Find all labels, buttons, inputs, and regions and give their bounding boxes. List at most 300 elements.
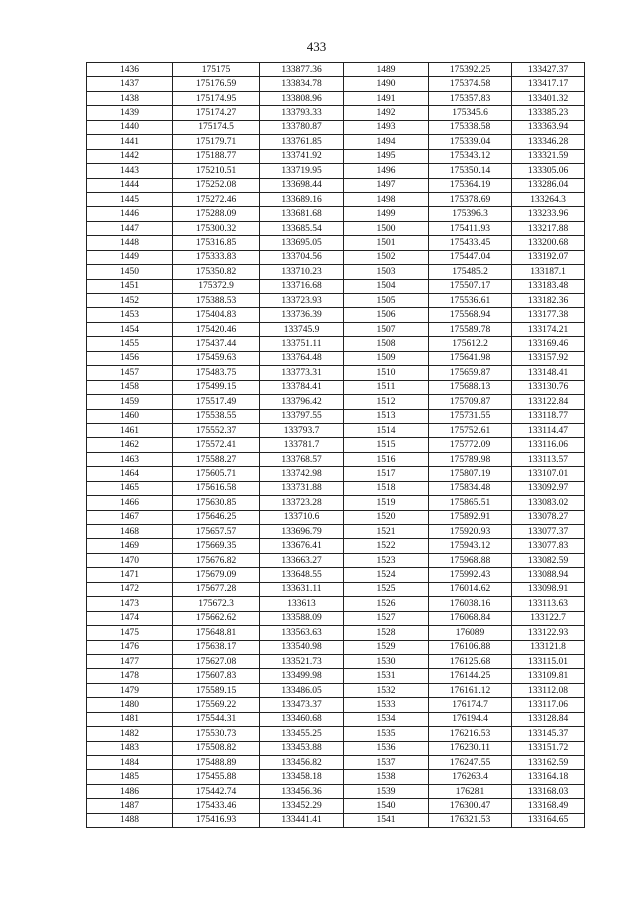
x-coordinate-cell: 175569.22 <box>173 698 260 712</box>
y-coordinate-cell: 133113.63 <box>512 597 585 611</box>
y-coordinate-cell: 133460.68 <box>260 712 344 726</box>
table-row <box>87 539 585 553</box>
point-number-cell: 1520 <box>344 510 429 524</box>
x-coordinate-cell: 175552.37 <box>173 423 260 437</box>
x-coordinate-cell: 175731.55 <box>429 409 512 423</box>
point-number-cell: 1539 <box>344 784 429 798</box>
table-row <box>87 654 585 668</box>
x-coordinate-cell: 175437.44 <box>173 337 260 351</box>
y-coordinate-cell: 133182.36 <box>512 294 585 308</box>
y-coordinate-cell: 133676.41 <box>260 539 344 553</box>
y-coordinate-cell: 133092.97 <box>512 481 585 495</box>
point-number-cell: 1514 <box>344 423 429 437</box>
table-row <box>87 611 585 625</box>
y-coordinate-cell: 133151.72 <box>512 741 585 755</box>
y-coordinate-cell: 133808.96 <box>260 91 344 105</box>
table-row <box>87 741 585 755</box>
x-coordinate-cell: 176216.53 <box>429 727 512 741</box>
x-coordinate-cell: 176106.88 <box>429 640 512 654</box>
point-number-cell: 1524 <box>344 568 429 582</box>
point-number-cell: 1521 <box>344 525 429 539</box>
y-coordinate-cell: 133118.77 <box>512 409 585 423</box>
y-coordinate-cell: 133681.68 <box>260 207 344 221</box>
x-coordinate-cell: 175672.3 <box>173 597 260 611</box>
y-coordinate-cell: 133441.41 <box>260 813 344 827</box>
y-coordinate-cell: 133696.79 <box>260 525 344 539</box>
x-coordinate-cell: 175648.81 <box>173 626 260 640</box>
y-coordinate-cell: 133305.06 <box>512 164 585 178</box>
y-coordinate-cell: 133192.07 <box>512 250 585 264</box>
table-row <box>87 510 585 524</box>
point-number-cell: 1486 <box>87 784 173 798</box>
y-coordinate-cell: 133174.21 <box>512 322 585 336</box>
point-number-cell: 1483 <box>87 741 173 755</box>
x-coordinate-cell: 175175 <box>173 63 260 77</box>
y-coordinate-cell: 133115.01 <box>512 654 585 668</box>
point-number-cell: 1489 <box>344 63 429 77</box>
point-number-cell: 1460 <box>87 409 173 423</box>
x-coordinate-cell: 175300.32 <box>173 221 260 235</box>
point-number-cell: 1440 <box>87 120 173 134</box>
point-number-cell: 1445 <box>87 192 173 206</box>
table-row <box>87 294 585 308</box>
y-coordinate-cell: 133797.55 <box>260 409 344 423</box>
y-coordinate-cell: 133077.83 <box>512 539 585 553</box>
y-coordinate-cell: 133346.28 <box>512 135 585 149</box>
x-coordinate-cell: 175288.09 <box>173 207 260 221</box>
table-row <box>87 712 585 726</box>
x-coordinate-cell: 176300.47 <box>429 799 512 813</box>
table-row <box>87 467 585 481</box>
y-coordinate-cell: 133200.68 <box>512 236 585 250</box>
point-number-cell: 1468 <box>87 525 173 539</box>
y-coordinate-cell: 133286.04 <box>512 178 585 192</box>
x-coordinate-cell: 175709.87 <box>429 395 512 409</box>
point-number-cell: 1458 <box>87 380 173 394</box>
x-coordinate-cell: 175605.71 <box>173 467 260 481</box>
table-row <box>87 553 585 567</box>
table-row <box>87 582 585 596</box>
point-number-cell: 1438 <box>87 91 173 105</box>
table-row <box>87 669 585 683</box>
x-coordinate-cell: 175630.85 <box>173 496 260 510</box>
table-row <box>87 207 585 221</box>
y-coordinate-cell: 133113.57 <box>512 452 585 466</box>
y-coordinate-cell: 133122.7 <box>512 611 585 625</box>
y-coordinate-cell: 133117.06 <box>512 698 585 712</box>
y-coordinate-cell: 133098.91 <box>512 582 585 596</box>
point-number-cell: 1512 <box>344 395 429 409</box>
y-coordinate-cell: 133588.09 <box>260 611 344 625</box>
point-number-cell: 1481 <box>87 712 173 726</box>
x-coordinate-cell: 175677.28 <box>173 582 260 596</box>
y-coordinate-cell: 133217.88 <box>512 221 585 235</box>
y-coordinate-cell: 133698.44 <box>260 178 344 192</box>
y-coordinate-cell: 133486.05 <box>260 683 344 697</box>
point-number-cell: 1451 <box>87 279 173 293</box>
y-coordinate-cell: 133723.93 <box>260 294 344 308</box>
x-coordinate-cell: 175507.17 <box>429 279 512 293</box>
y-coordinate-cell: 133741.92 <box>260 149 344 163</box>
point-number-cell: 1490 <box>344 77 429 91</box>
x-coordinate-cell: 175433.45 <box>429 236 512 250</box>
point-number-cell: 1530 <box>344 654 429 668</box>
y-coordinate-cell: 133784.41 <box>260 380 344 394</box>
point-number-cell: 1444 <box>87 178 173 192</box>
point-number-cell: 1470 <box>87 553 173 567</box>
y-coordinate-cell: 133780.87 <box>260 120 344 134</box>
table-row <box>87 423 585 437</box>
point-number-cell: 1491 <box>344 91 429 105</box>
y-coordinate-cell: 133742.98 <box>260 467 344 481</box>
point-number-cell: 1513 <box>344 409 429 423</box>
x-coordinate-cell: 175433.46 <box>173 799 260 813</box>
table-row <box>87 221 585 235</box>
y-coordinate-cell: 133122.84 <box>512 395 585 409</box>
x-coordinate-cell: 176194.4 <box>429 712 512 726</box>
point-number-cell: 1532 <box>344 683 429 697</box>
point-number-cell: 1477 <box>87 654 173 668</box>
x-coordinate-cell: 175350.82 <box>173 265 260 279</box>
x-coordinate-cell: 175364.19 <box>429 178 512 192</box>
y-coordinate-cell: 133793.33 <box>260 106 344 120</box>
x-coordinate-cell: 176230.11 <box>429 741 512 755</box>
point-number-cell: 1462 <box>87 438 173 452</box>
point-number-cell: 1488 <box>87 813 173 827</box>
y-coordinate-cell: 133704.56 <box>260 250 344 264</box>
y-coordinate-cell: 133164.65 <box>512 813 585 827</box>
x-coordinate-cell: 175459.63 <box>173 351 260 365</box>
point-number-cell: 1515 <box>344 438 429 452</box>
point-number-cell: 1519 <box>344 496 429 510</box>
y-coordinate-cell: 133710.6 <box>260 510 344 524</box>
x-coordinate-cell: 175616.58 <box>173 481 260 495</box>
point-number-cell: 1494 <box>344 135 429 149</box>
table-row <box>87 120 585 134</box>
point-number-cell: 1495 <box>344 149 429 163</box>
y-coordinate-cell: 133121.8 <box>512 640 585 654</box>
point-number-cell: 1484 <box>87 756 173 770</box>
x-coordinate-cell: 175404.83 <box>173 308 260 322</box>
y-coordinate-cell: 133751.11 <box>260 337 344 351</box>
table-row <box>87 322 585 336</box>
x-coordinate-cell: 175688.13 <box>429 380 512 394</box>
x-coordinate-cell: 176321.53 <box>429 813 512 827</box>
point-number-cell: 1537 <box>344 756 429 770</box>
point-number-cell: 1452 <box>87 294 173 308</box>
x-coordinate-cell: 175316.85 <box>173 236 260 250</box>
table-row <box>87 784 585 798</box>
x-coordinate-cell: 175538.55 <box>173 409 260 423</box>
table-row <box>87 265 585 279</box>
y-coordinate-cell: 133499.98 <box>260 669 344 683</box>
point-number-cell: 1538 <box>344 770 429 784</box>
point-number-cell: 1482 <box>87 727 173 741</box>
x-coordinate-cell: 175174.27 <box>173 106 260 120</box>
x-coordinate-cell: 175679.09 <box>173 568 260 582</box>
x-coordinate-cell: 175174.5 <box>173 120 260 134</box>
x-coordinate-cell: 176281 <box>429 784 512 798</box>
y-coordinate-cell: 133731.88 <box>260 481 344 495</box>
y-coordinate-cell: 133719.95 <box>260 164 344 178</box>
x-coordinate-cell: 176263.4 <box>429 770 512 784</box>
y-coordinate-cell: 133877.36 <box>260 63 344 77</box>
y-coordinate-cell: 133169.46 <box>512 337 585 351</box>
point-number-cell: 1478 <box>87 669 173 683</box>
table-row <box>87 192 585 206</box>
y-coordinate-cell: 133145.37 <box>512 727 585 741</box>
x-coordinate-cell: 175357.83 <box>429 91 512 105</box>
y-coordinate-cell: 133168.49 <box>512 799 585 813</box>
y-coordinate-cell: 133264.3 <box>512 192 585 206</box>
table-row <box>87 756 585 770</box>
y-coordinate-cell: 133540.98 <box>260 640 344 654</box>
x-coordinate-cell: 175612.2 <box>429 337 512 351</box>
x-coordinate-cell: 175920.93 <box>429 525 512 539</box>
point-number-cell: 1536 <box>344 741 429 755</box>
y-coordinate-cell: 133116.06 <box>512 438 585 452</box>
point-number-cell: 1506 <box>344 308 429 322</box>
x-coordinate-cell: 176125.68 <box>429 654 512 668</box>
point-number-cell: 1493 <box>344 120 429 134</box>
x-coordinate-cell: 176174.7 <box>429 698 512 712</box>
point-number-cell: 1523 <box>344 553 429 567</box>
y-coordinate-cell: 133710.23 <box>260 265 344 279</box>
point-number-cell: 1487 <box>87 799 173 813</box>
y-coordinate-cell: 133417.17 <box>512 77 585 91</box>
coordinates-table-body <box>87 63 585 828</box>
table-row <box>87 135 585 149</box>
coordinates-table <box>86 62 585 828</box>
y-coordinate-cell: 133648.55 <box>260 568 344 582</box>
x-coordinate-cell: 175638.17 <box>173 640 260 654</box>
x-coordinate-cell: 175589.15 <box>173 683 260 697</box>
y-coordinate-cell: 133761.85 <box>260 135 344 149</box>
x-coordinate-cell: 175568.94 <box>429 308 512 322</box>
table-row <box>87 698 585 712</box>
y-coordinate-cell: 133685.54 <box>260 221 344 235</box>
point-number-cell: 1450 <box>87 265 173 279</box>
point-number-cell: 1497 <box>344 178 429 192</box>
y-coordinate-cell: 133427.37 <box>512 63 585 77</box>
x-coordinate-cell: 175530.73 <box>173 727 260 741</box>
point-number-cell: 1501 <box>344 236 429 250</box>
table-row <box>87 149 585 163</box>
point-number-cell: 1503 <box>344 265 429 279</box>
point-number-cell: 1507 <box>344 322 429 336</box>
table-row <box>87 770 585 784</box>
x-coordinate-cell: 175752.61 <box>429 423 512 437</box>
point-number-cell: 1436 <box>87 63 173 77</box>
x-coordinate-cell: 175252.08 <box>173 178 260 192</box>
x-coordinate-cell: 175210.51 <box>173 164 260 178</box>
table-row <box>87 626 585 640</box>
x-coordinate-cell: 175662.62 <box>173 611 260 625</box>
x-coordinate-cell: 175442.74 <box>173 784 260 798</box>
point-number-cell: 1500 <box>344 221 429 235</box>
x-coordinate-cell: 176161.12 <box>429 683 512 697</box>
x-coordinate-cell: 176014.62 <box>429 582 512 596</box>
y-coordinate-cell: 133088.94 <box>512 568 585 582</box>
y-coordinate-cell: 133321.59 <box>512 149 585 163</box>
table-row <box>87 395 585 409</box>
point-number-cell: 1526 <box>344 597 429 611</box>
table-row <box>87 452 585 466</box>
point-number-cell: 1469 <box>87 539 173 553</box>
y-coordinate-cell: 133078.27 <box>512 510 585 524</box>
table-row <box>87 481 585 495</box>
y-coordinate-cell: 133736.39 <box>260 308 344 322</box>
y-coordinate-cell: 133781.7 <box>260 438 344 452</box>
y-coordinate-cell: 133796.42 <box>260 395 344 409</box>
x-coordinate-cell: 175992.43 <box>429 568 512 582</box>
x-coordinate-cell: 176144.25 <box>429 669 512 683</box>
x-coordinate-cell: 175789.98 <box>429 452 512 466</box>
y-coordinate-cell: 133128.84 <box>512 712 585 726</box>
x-coordinate-cell: 175378.69 <box>429 192 512 206</box>
point-number-cell: 1473 <box>87 597 173 611</box>
point-number-cell: 1527 <box>344 611 429 625</box>
y-coordinate-cell: 133458.18 <box>260 770 344 784</box>
y-coordinate-cell: 133082.59 <box>512 553 585 567</box>
point-number-cell: 1517 <box>344 467 429 481</box>
x-coordinate-cell: 175627.08 <box>173 654 260 668</box>
point-number-cell: 1499 <box>344 207 429 221</box>
point-number-cell: 1463 <box>87 452 173 466</box>
x-coordinate-cell: 175345.6 <box>429 106 512 120</box>
point-number-cell: 1457 <box>87 366 173 380</box>
x-coordinate-cell: 175388.53 <box>173 294 260 308</box>
y-coordinate-cell: 133613 <box>260 597 344 611</box>
point-number-cell: 1443 <box>87 164 173 178</box>
y-coordinate-cell: 133521.73 <box>260 654 344 668</box>
point-number-cell: 1518 <box>344 481 429 495</box>
x-coordinate-cell: 175485.2 <box>429 265 512 279</box>
x-coordinate-cell: 175676.82 <box>173 553 260 567</box>
x-coordinate-cell: 175641.98 <box>429 351 512 365</box>
y-coordinate-cell: 133157.92 <box>512 351 585 365</box>
point-number-cell: 1442 <box>87 149 173 163</box>
x-coordinate-cell: 175807.19 <box>429 467 512 481</box>
point-number-cell: 1454 <box>87 322 173 336</box>
x-coordinate-cell: 175188.77 <box>173 149 260 163</box>
table-row <box>87 568 585 582</box>
x-coordinate-cell: 175499.15 <box>173 380 260 394</box>
point-number-cell: 1504 <box>344 279 429 293</box>
point-number-cell: 1437 <box>87 77 173 91</box>
table-row <box>87 438 585 452</box>
x-coordinate-cell: 175588.27 <box>173 452 260 466</box>
y-coordinate-cell: 133112.08 <box>512 683 585 697</box>
table-row <box>87 308 585 322</box>
x-coordinate-cell: 175411.93 <box>429 221 512 235</box>
x-coordinate-cell: 175447.04 <box>429 250 512 264</box>
y-coordinate-cell: 133130.76 <box>512 380 585 394</box>
x-coordinate-cell: 175669.35 <box>173 539 260 553</box>
x-coordinate-cell: 175179.71 <box>173 135 260 149</box>
point-number-cell: 1455 <box>87 337 173 351</box>
table-row <box>87 351 585 365</box>
y-coordinate-cell: 133768.57 <box>260 452 344 466</box>
y-coordinate-cell: 133148.41 <box>512 366 585 380</box>
y-coordinate-cell: 133363.94 <box>512 120 585 134</box>
x-coordinate-cell: 176247.55 <box>429 756 512 770</box>
x-coordinate-cell: 175772.09 <box>429 438 512 452</box>
table-row <box>87 683 585 697</box>
x-coordinate-cell: 176038.16 <box>429 597 512 611</box>
point-number-cell: 1534 <box>344 712 429 726</box>
table-row <box>87 178 585 192</box>
point-number-cell: 1476 <box>87 640 173 654</box>
table-row <box>87 525 585 539</box>
y-coordinate-cell: 133177.38 <box>512 308 585 322</box>
point-number-cell: 1474 <box>87 611 173 625</box>
point-number-cell: 1456 <box>87 351 173 365</box>
point-number-cell: 1492 <box>344 106 429 120</box>
y-coordinate-cell: 133631.11 <box>260 582 344 596</box>
point-number-cell: 1528 <box>344 626 429 640</box>
x-coordinate-cell: 175646.25 <box>173 510 260 524</box>
x-coordinate-cell: 175659.87 <box>429 366 512 380</box>
x-coordinate-cell: 175488.89 <box>173 756 260 770</box>
y-coordinate-cell: 133563.63 <box>260 626 344 640</box>
x-coordinate-cell: 175350.14 <box>429 164 512 178</box>
x-coordinate-cell: 175589.78 <box>429 322 512 336</box>
y-coordinate-cell: 133773.31 <box>260 366 344 380</box>
x-coordinate-cell: 175943.12 <box>429 539 512 553</box>
point-number-cell: 1459 <box>87 395 173 409</box>
y-coordinate-cell: 133114.47 <box>512 423 585 437</box>
y-coordinate-cell: 133385.23 <box>512 106 585 120</box>
table-row <box>87 91 585 105</box>
point-number-cell: 1496 <box>344 164 429 178</box>
y-coordinate-cell: 133793.7 <box>260 423 344 437</box>
y-coordinate-cell: 133453.88 <box>260 741 344 755</box>
page-number: 433 <box>306 39 327 54</box>
table-row <box>87 409 585 423</box>
x-coordinate-cell: 175374.58 <box>429 77 512 91</box>
x-coordinate-cell: 175517.49 <box>173 395 260 409</box>
point-number-cell: 1541 <box>344 813 429 827</box>
point-number-cell: 1447 <box>87 221 173 235</box>
y-coordinate-cell: 133456.82 <box>260 756 344 770</box>
y-coordinate-cell: 133401.32 <box>512 91 585 105</box>
table-row <box>87 597 585 611</box>
x-coordinate-cell: 175343.12 <box>429 149 512 163</box>
point-number-cell: 1508 <box>344 337 429 351</box>
table-row <box>87 727 585 741</box>
table-row <box>87 640 585 654</box>
point-number-cell: 1502 <box>344 250 429 264</box>
y-coordinate-cell: 133233.96 <box>512 207 585 221</box>
point-number-cell: 1535 <box>344 727 429 741</box>
point-number-cell: 1525 <box>344 582 429 596</box>
x-coordinate-cell: 175508.82 <box>173 741 260 755</box>
point-number-cell: 1449 <box>87 250 173 264</box>
x-coordinate-cell: 175339.04 <box>429 135 512 149</box>
y-coordinate-cell: 133452.29 <box>260 799 344 813</box>
table-row <box>87 380 585 394</box>
point-number-cell: 1540 <box>344 799 429 813</box>
y-coordinate-cell: 133689.16 <box>260 192 344 206</box>
y-coordinate-cell: 133107.01 <box>512 467 585 481</box>
point-number-cell: 1439 <box>87 106 173 120</box>
point-number-cell: 1485 <box>87 770 173 784</box>
point-number-cell: 1522 <box>344 539 429 553</box>
x-coordinate-cell: 175455.88 <box>173 770 260 784</box>
y-coordinate-cell: 133745.9 <box>260 322 344 336</box>
point-number-cell: 1441 <box>87 135 173 149</box>
